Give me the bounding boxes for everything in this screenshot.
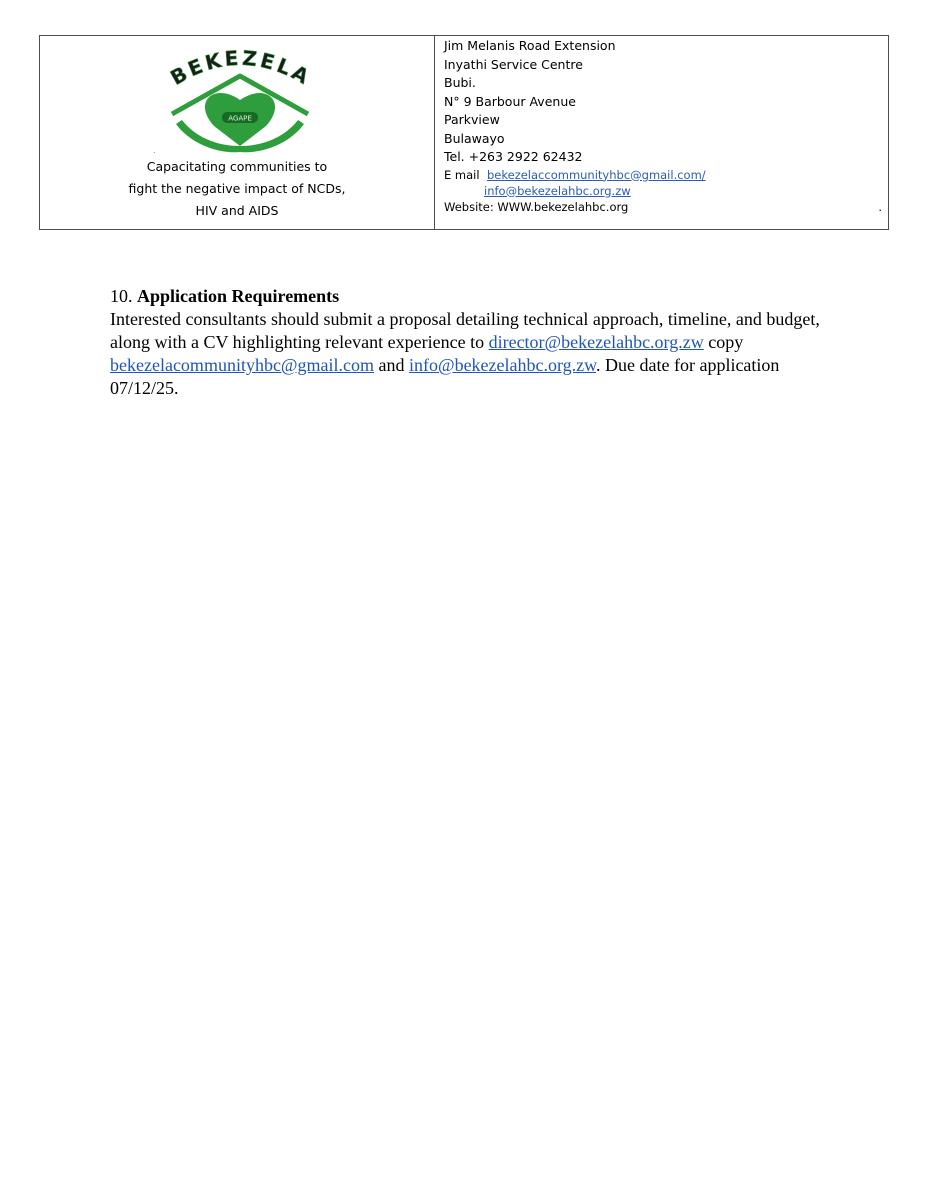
section-title: Application Requirements bbox=[137, 286, 340, 306]
body-text: copy bbox=[703, 332, 744, 352]
director-email-link[interactable]: director@bekezelahbc.org.zw bbox=[488, 332, 704, 352]
address-line: Bubi. bbox=[444, 75, 476, 90]
website-line bbox=[444, 199, 882, 215]
tagline-line: Capacitating communities to bbox=[146, 159, 328, 174]
email-label: E mail bbox=[444, 167, 480, 182]
letterhead-contact bbox=[444, 37, 882, 230]
letterhead bbox=[39, 35, 889, 230]
svg-text:BEKEZELA bbox=[166, 46, 315, 90]
address-line: Parkview bbox=[444, 112, 500, 127]
address-line: Bulawayo bbox=[444, 130, 505, 146]
logo-wordmark: BEKEZELA bbox=[166, 45, 316, 90]
application-requirements-section bbox=[110, 285, 830, 400]
body-text: . Due date for application 07/12/25. bbox=[110, 355, 780, 398]
info-email-link[interactable]: info@bekezelahbc.org.zw bbox=[409, 355, 596, 375]
body-text: and bbox=[374, 355, 409, 375]
phone-line: Tel. +263 2922 62432 bbox=[444, 149, 583, 164]
trailing-dot: . bbox=[878, 199, 882, 214]
logo-heart-text: AGAPE bbox=[228, 114, 252, 123]
body-text: Interested consultants should submit a proposal detailing technical approach, timeline, and budget, along with a CV highlighting relevant experience to bbox=[110, 309, 820, 352]
section-number: 10. bbox=[110, 286, 133, 306]
email-line bbox=[444, 167, 882, 183]
address-line: Inyathi Service Centre bbox=[444, 56, 583, 72]
section-heading bbox=[110, 285, 830, 308]
website-text: Website: WWW.bekezelahbc.org bbox=[444, 199, 629, 214]
tagline bbox=[40, 156, 434, 222]
address-line: Jim Melanis Road Extension bbox=[444, 38, 616, 53]
community-email-link[interactable]: bekezelacommunityhbc@gmail.com bbox=[110, 355, 374, 375]
logo-mark: . bbox=[153, 146, 156, 155]
email-link-info[interactable]: info@bekezelahbc.org.zw bbox=[484, 183, 631, 198]
email-line-2 bbox=[444, 183, 882, 199]
email-link-community[interactable]: bekezelaccommunityhbc@gmail.com/ bbox=[487, 167, 706, 182]
address-line: N° 9 Barbour Avenue bbox=[444, 93, 576, 109]
section-body bbox=[110, 308, 830, 400]
bekezela-logo bbox=[152, 42, 328, 158]
tagline-line: HIV and AIDS bbox=[195, 203, 279, 218]
tagline-line: fight the negative impact of NCDs, bbox=[128, 181, 346, 196]
letterhead-left-cell bbox=[40, 36, 435, 229]
